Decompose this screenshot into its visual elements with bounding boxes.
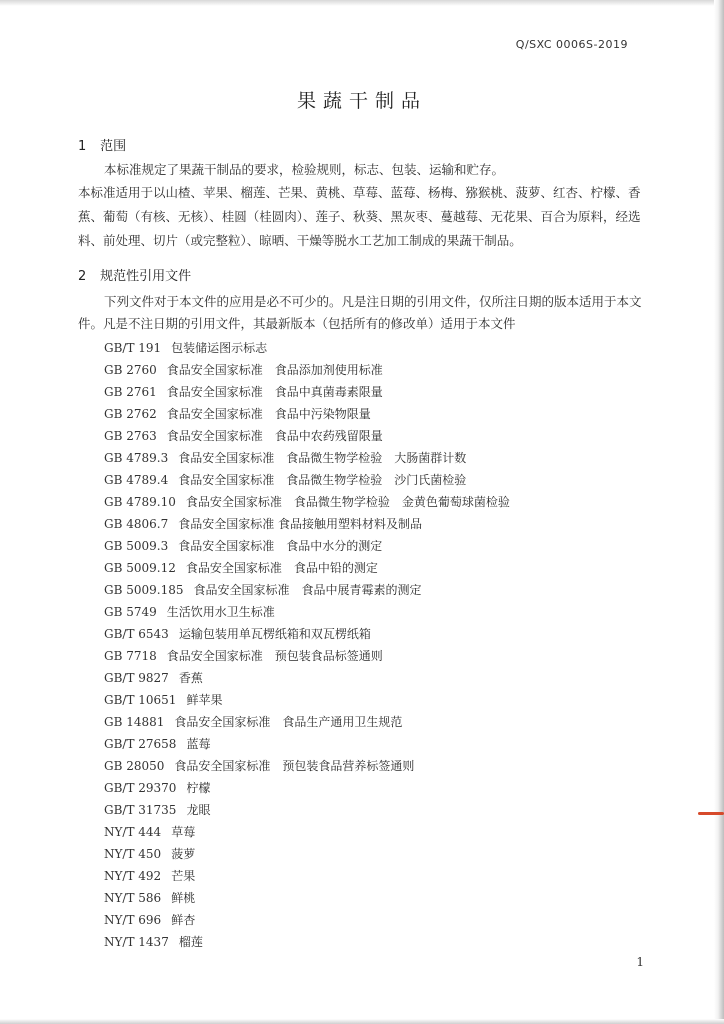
reference-title: 食品安全国家标准 食品中水分的测定 <box>178 539 383 553</box>
reference-item <box>104 623 510 645</box>
reference-code: NY/T 444 <box>104 825 162 839</box>
scan-edge-right <box>714 0 724 1024</box>
reference-item <box>104 887 510 909</box>
reference-code: GB 4789.4 <box>104 473 169 487</box>
reference-item <box>104 381 510 403</box>
document-code: Q/SXC 0006S-2019 <box>515 38 628 51</box>
reference-title: 龙眼 <box>186 803 211 817</box>
reference-title: 草莓 <box>171 825 196 839</box>
reference-title: 食品安全国家标准 食品中污染物限量 <box>166 407 371 421</box>
reference-code: GB/T 191 <box>104 341 162 355</box>
scan-red-mark <box>698 812 724 815</box>
reference-item <box>104 359 510 381</box>
reference-code: GB 2762 <box>104 407 157 421</box>
reference-title: 包装储运图示标志 <box>171 341 268 355</box>
reference-title: 食品安全国家标准 食品微生物学检验 沙门氏菌检验 <box>178 473 467 487</box>
reference-title: 食品安全国家标准 食品微生物学检验 金黄色葡萄球菌检验 <box>185 495 510 509</box>
reference-title: 鲜桃 <box>171 891 196 905</box>
reference-item <box>104 667 510 689</box>
reference-item <box>104 755 510 777</box>
reference-code: GB 4789.3 <box>104 451 169 465</box>
scope-paragraph-2: 本标准适用于以山楂、苹果、榴莲、芒果、黄桃、草莓、蓝莓、杨梅、猕猴桃、菠萝、红杏、柠檬、香蕉、葡萄（有核、无核）、桂圆（桂圆肉）、莲子、秋葵、黑灰枣、蔓越莓、无花果、百合为原料，经选料、前处理、切片（或完整粒）、晾晒、干燥等脱水工艺加工制成的果蔬干制品。 <box>78 185 641 248</box>
reference-item <box>104 513 510 535</box>
section-title: 范围 <box>100 139 127 154</box>
reference-code: NY/T 696 <box>104 913 162 927</box>
reference-code: GB/T 9827 <box>104 671 169 685</box>
reference-title: 食品安全国家标准 食品添加剂使用标准 <box>166 363 383 377</box>
references-intro-paragraph: 下列文件对于本文件的应用是必不可少的。凡是注日期的引用文件，仅所注日期的版本适用于本文件。凡是不注日期的引用文件，其最新版本（包括所有的修改单）适用于本文件 <box>78 294 642 331</box>
reference-code: GB 28050 <box>104 759 165 773</box>
reference-code: GB/T 29370 <box>104 781 177 795</box>
reference-title: 食品安全国家标准 食品中展青霉素的测定 <box>193 583 422 597</box>
reference-code: GB 5749 <box>104 605 157 619</box>
reference-code: NY/T 450 <box>104 847 162 861</box>
reference-item <box>104 865 510 887</box>
normative-references-list <box>104 337 510 953</box>
section-1-heading <box>78 135 126 154</box>
section-number: 2 <box>78 269 87 284</box>
reference-code: GB 2760 <box>104 363 157 377</box>
reference-title: 食品安全国家标准 食品微生物学检验 大肠菌群计数 <box>178 451 467 465</box>
scope-paragraph-1: 本标准规定了果蔬干制品的要求，检验规则，标志、包装、运输和贮存。 <box>104 162 505 177</box>
reference-item <box>104 491 510 513</box>
reference-title: 生活饮用水卫生标准 <box>166 605 275 619</box>
reference-item <box>104 535 510 557</box>
reference-code: GB/T 27658 <box>104 737 177 751</box>
reference-item <box>104 403 510 425</box>
section-number: 1 <box>78 139 87 154</box>
section-2-heading <box>78 265 191 284</box>
reference-item <box>104 469 510 491</box>
reference-code: GB 2761 <box>104 385 157 399</box>
reference-code: NY/T 492 <box>104 869 162 883</box>
reference-item <box>104 777 510 799</box>
reference-code: GB/T 10651 <box>104 693 177 707</box>
reference-title: 芒果 <box>171 869 196 883</box>
reference-code: GB 14881 <box>104 715 165 729</box>
reference-item <box>104 711 510 733</box>
reference-code: GB 4806.7 <box>104 517 169 531</box>
section-title: 规范性引用文件 <box>100 269 192 284</box>
reference-code: GB 5009.185 <box>104 583 184 597</box>
page-number: 1 <box>636 955 644 969</box>
reference-title: 食品安全国家标准 食品中农药残留限量 <box>166 429 383 443</box>
scan-edge-top <box>0 0 724 6</box>
document-title: 果蔬干制品 <box>296 90 427 112</box>
reference-item <box>104 799 510 821</box>
reference-title: 鲜杏 <box>171 913 196 927</box>
reference-code: GB/T 31735 <box>104 803 177 817</box>
reference-title: 运输包装用单瓦楞纸箱和双瓦楞纸箱 <box>178 627 371 641</box>
reference-item <box>104 689 510 711</box>
reference-code: NY/T 1437 <box>104 935 169 949</box>
reference-code: GB 2763 <box>104 429 157 443</box>
reference-code: GB 7718 <box>104 649 157 663</box>
reference-item <box>104 579 510 601</box>
reference-item <box>104 337 510 359</box>
reference-code: GB 5009.12 <box>104 561 176 575</box>
reference-code: GB 5009.3 <box>104 539 169 553</box>
reference-item <box>104 447 510 469</box>
reference-title: 菠萝 <box>171 847 196 861</box>
reference-item <box>104 425 510 447</box>
reference-title: 食品安全国家标准 预包装食品营养标签通则 <box>174 759 415 773</box>
reference-item <box>104 601 510 623</box>
reference-title: 食品安全国家标准 食品接触用塑料材料及制品 <box>178 517 423 531</box>
reference-title: 食品安全国家标准 食品生产通用卫生规范 <box>174 715 403 729</box>
reference-code: GB/T 6543 <box>104 627 169 641</box>
reference-item <box>104 909 510 931</box>
reference-title: 食品安全国家标准 食品中真菌毒素限量 <box>166 385 383 399</box>
reference-item <box>104 733 510 755</box>
reference-title: 食品安全国家标准 食品中铅的测定 <box>185 561 378 575</box>
reference-item <box>104 821 510 843</box>
reference-title: 柠檬 <box>186 781 211 795</box>
reference-title: 蓝莓 <box>186 737 211 751</box>
reference-title: 食品安全国家标准 预包装食品标签通则 <box>166 649 383 663</box>
reference-title: 香蕉 <box>178 671 203 685</box>
reference-code: NY/T 586 <box>104 891 162 905</box>
reference-code: GB 4789.10 <box>104 495 176 509</box>
reference-item <box>104 645 510 667</box>
reference-item <box>104 843 510 865</box>
reference-title: 榴莲 <box>178 935 203 949</box>
reference-title: 鲜苹果 <box>186 693 223 707</box>
reference-item <box>104 931 510 953</box>
scan-edge-bottom <box>0 1019 724 1024</box>
reference-item <box>104 557 510 579</box>
